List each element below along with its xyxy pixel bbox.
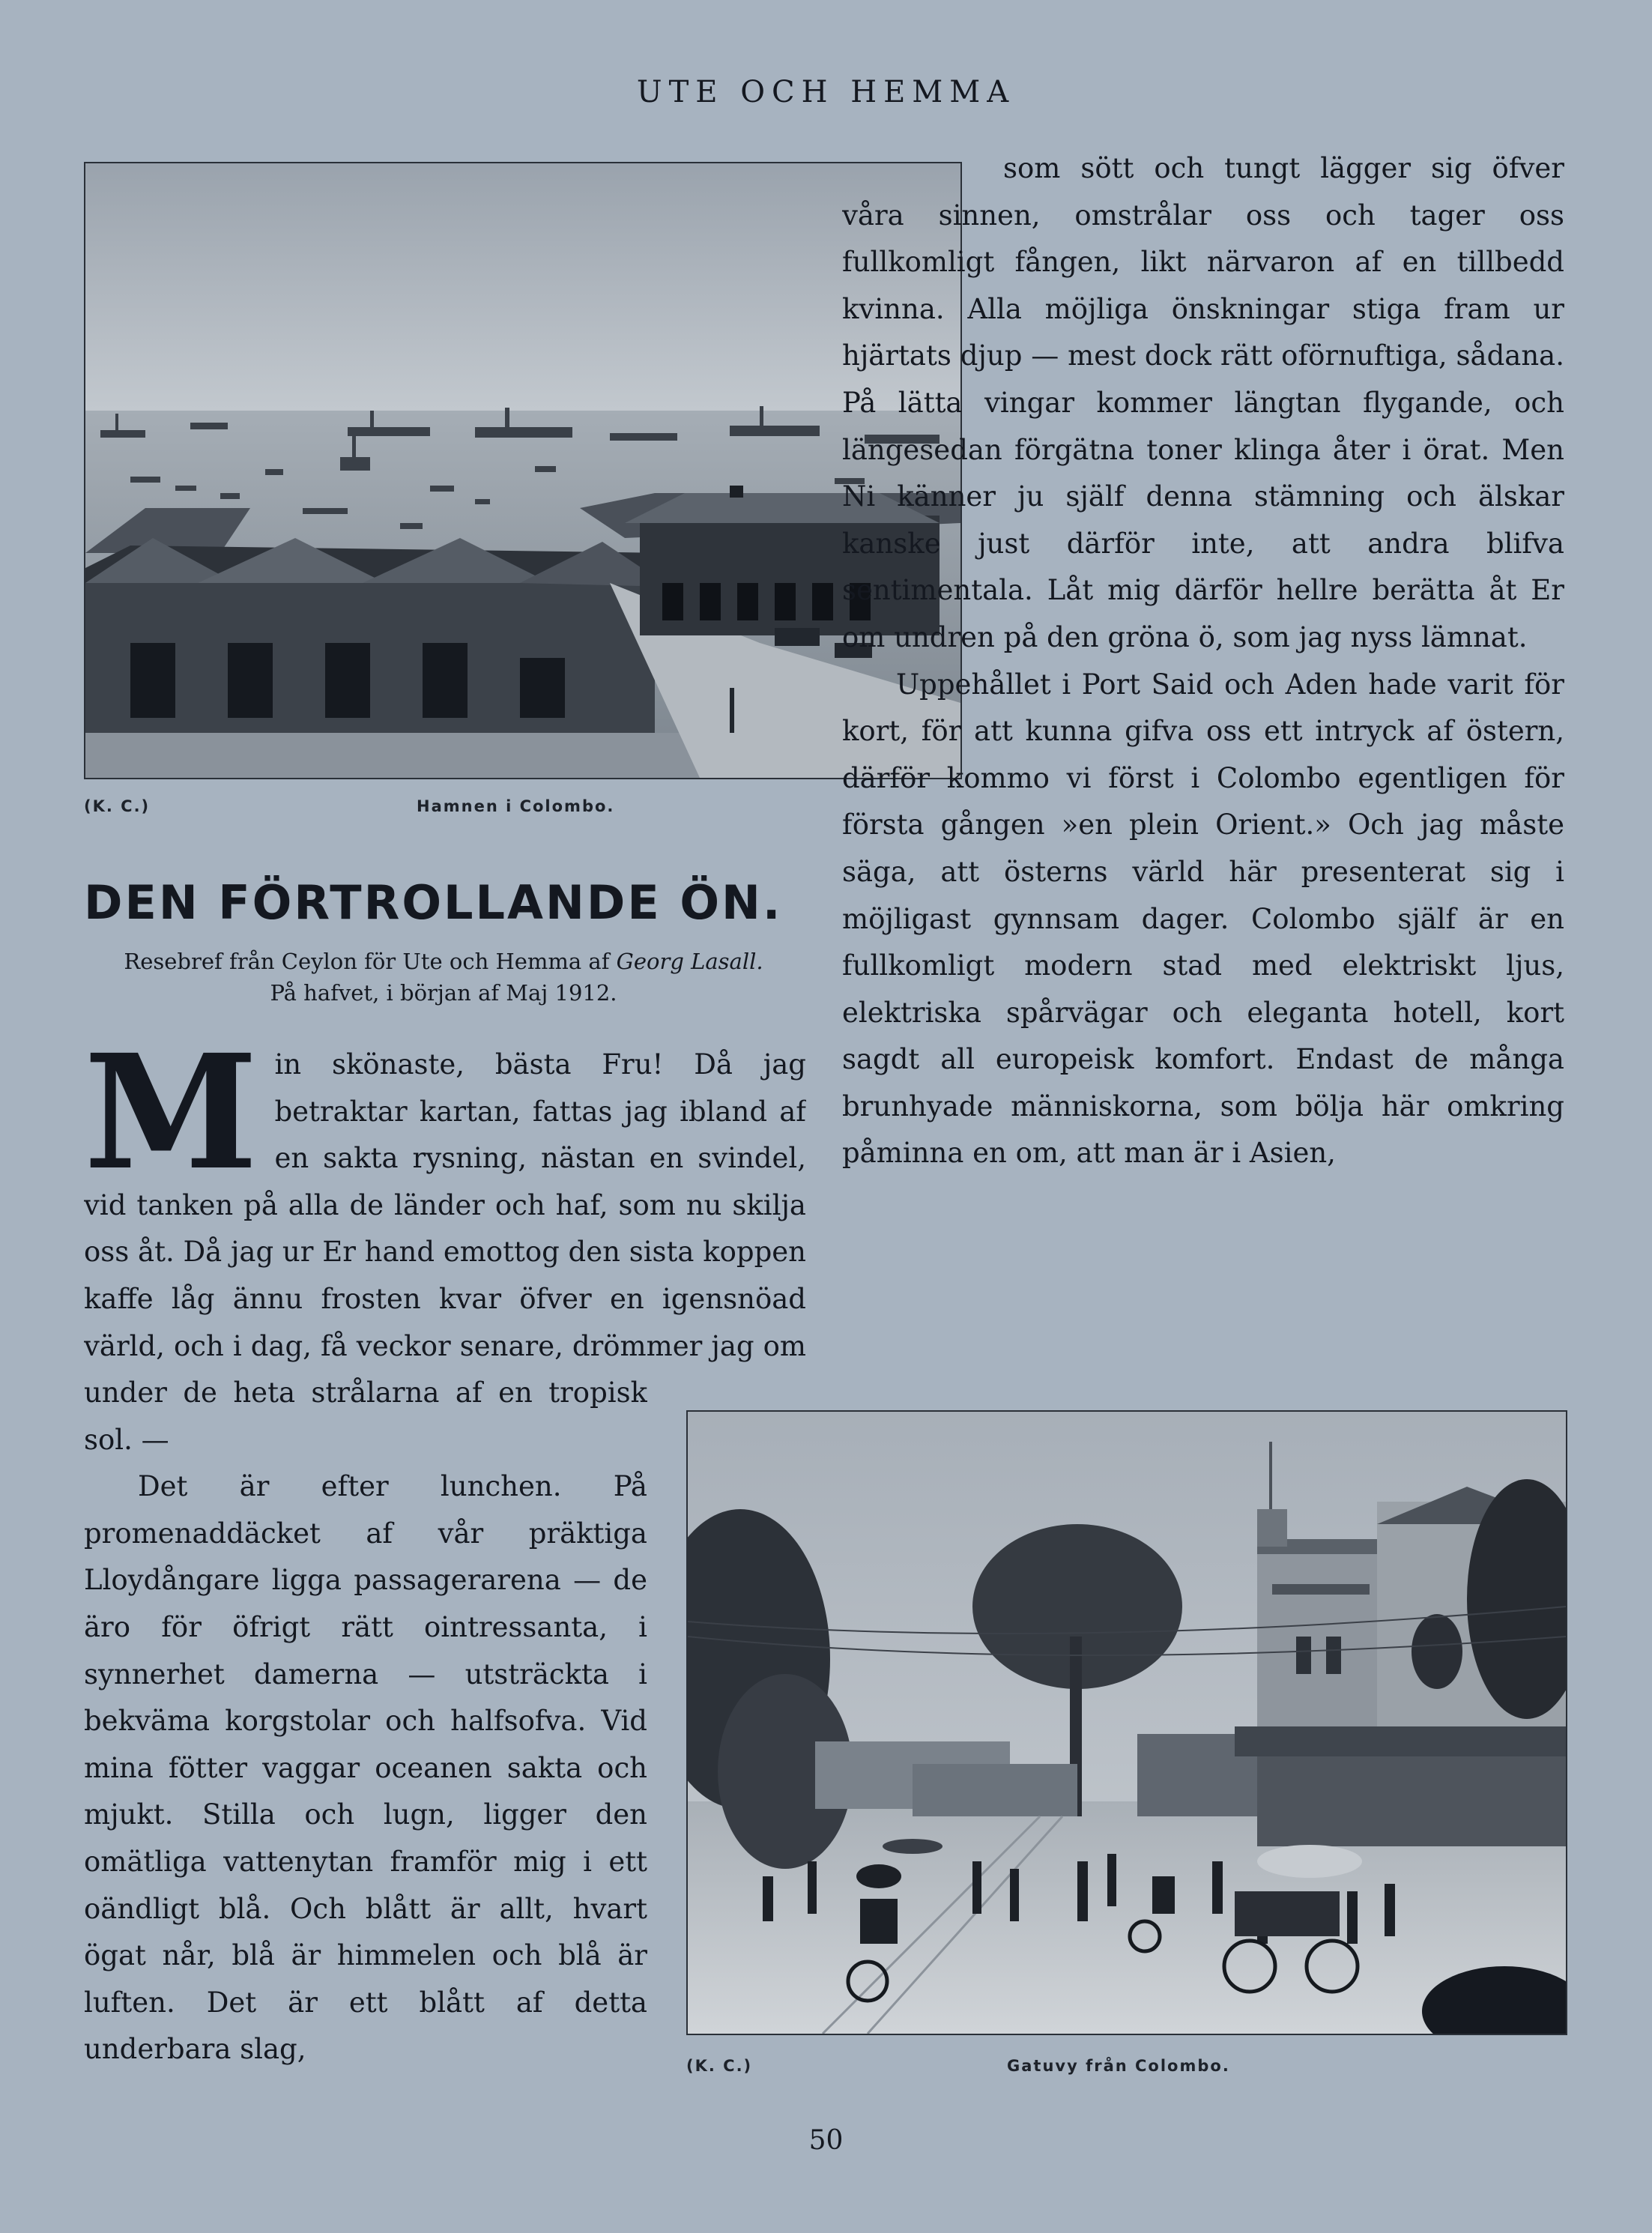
left-paragraph-1-end: under de heta strålarna af en tropisk sol. — <box>84 1377 647 1456</box>
page-number: 50 <box>808 2125 844 2156</box>
street-photo-credit: (K. C.) <box>686 2057 753 2075</box>
street-photo-caption: Gatuvy från Colombo. <box>1007 2057 1230 2075</box>
harbour-illustration <box>85 163 960 778</box>
left-paragraph-1: in skönaste, bästa Fru! Då jag betraktar kartan, fattas jag ibland af en sakta rysning, nästan en svindel, vid tanken på alla de länder och haf, som nu skilja oss åt. Då jag ur Er hand emottog den sista koppen kaffe låg ännu frosten kvar öfver en igensnöad värld, och i dag, få veckor senare, drömmer jag om <box>84 1048 806 1362</box>
harbour-photo-credit: (K. C.) <box>84 797 151 815</box>
drop-cap: M <box>84 1042 258 1205</box>
subtitle-prefix: Resebref från Ceylon för Ute och Hemma af <box>124 949 617 974</box>
right-paragraph-2: Uppehållet i Port Said och Aden hade varit för kort, för att kunna gifva oss ett intryck af östern, därför kommo vi först i Colombo egentligen för första gången »en plein Orient.» Och jag måste säga, att österns värld här presenterat sig i möjligast gynnsam dager. Colombo själf är en fullkomligt modern stad med elektriskt ljus, elektriska spårvägar och eleganta hotell, kort sagdt all europeisk komfort. Endast de många brunhyade människorna, som bölja här omkring påminna en om, att man är i Asien, <box>842 668 1564 1170</box>
harbour-photo-caption: Hamnen i Colombo. <box>417 797 615 815</box>
running-head: UTE OCH HEMMA <box>636 75 1016 109</box>
street-photo <box>686 1410 1567 2035</box>
street-illustration <box>688 1412 1566 2034</box>
author-name: Georg Lasall. <box>616 949 763 974</box>
right-paragraph-1: som sött och tungt lägger sig öfver våra sinnen, omstrålar oss och tager oss fullkomligt fången, likt närvaron af en tillbedd kvinna. Alla möjliga önskningar stiga fram ur hjärtats djup — mest dock rätt oförnuftiga, sådana. På lätta vingar kommer längtan flygande, och längesedan förgätna toner klinga åter i örat. Men Ni känner ju själf denna stämning och älskar kanske just därför inte, att andra blifva sentimentala. Låt mig därför hellre berätta åt Er om undren på den gröna ö, som jag nyss lämnat. <box>842 152 1564 653</box>
dateline: På hafvet, i början af Maj 1912. <box>270 980 617 1006</box>
article-subtitle <box>84 946 803 1009</box>
harbour-photo <box>84 162 962 779</box>
left-paragraph-2: Det är efter lunchen. På promenaddäcket af vår präktiga Lloydångare ligga passagerarena — de äro för öfrigt rätt ointressanta, i synnerhet damerna — utsträckta i bekväma korgstolar och halfsofva. Vid mina fötter vaggar oceanen sakta och mjukt. Stilla och lugn, ligger den omätliga vattenytan framför mig i ett oändligt blå. Och blått är allt, hvart ögat når, blå är himmelen och blå är luften. Det är ett blått af detta underbara slag, <box>84 1470 647 2066</box>
article-title: DEN FÖRTROLLANDE ÖN. <box>84 875 783 930</box>
left-column-upper <box>84 1042 806 1371</box>
left-column-lower <box>84 1370 647 2068</box>
right-column <box>842 145 1564 1367</box>
